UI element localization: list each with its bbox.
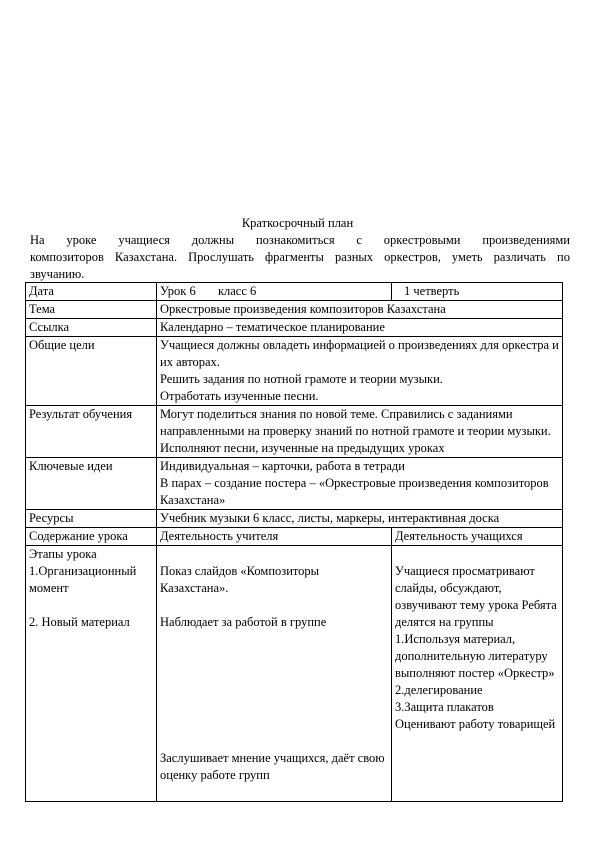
table-row bbox=[26, 301, 563, 319]
row-label: Ресурсы bbox=[26, 510, 157, 528]
intro-paragraph bbox=[30, 232, 570, 283]
goal-text: Учащиеся должны овладеть информацией о произведениях для оркестра и их авторах. bbox=[160, 338, 559, 369]
page-title: Краткосрочный план bbox=[241, 216, 354, 230]
table-row bbox=[26, 337, 563, 406]
stage-text: 1.Организационный момент bbox=[29, 564, 137, 595]
table-row bbox=[26, 319, 563, 337]
row-value bbox=[157, 406, 563, 458]
lesson-number: Урок 6 bbox=[160, 284, 196, 298]
lesson-stages-cell bbox=[26, 546, 157, 802]
goal-text: Решить задания по нотной грамоте и теории музыки. bbox=[160, 372, 443, 386]
row-label: Ссылка bbox=[26, 319, 157, 337]
result-text: Исполняют песни, изученные на предыдущих уроках bbox=[160, 441, 445, 455]
student-text: 1.Используя материал, дополнительную литературу выполняют постер «Оркестр» bbox=[395, 632, 555, 680]
quarter: 1 четверть bbox=[392, 283, 563, 301]
lesson-plan-table bbox=[25, 282, 563, 802]
key-idea-text: Индивидуальная – карточки, работа в тетради bbox=[160, 459, 405, 473]
student-text: Учащиеся просматривают слайды, обсуждают, озвучивают тему урока Ребята делятся на группы bbox=[395, 564, 557, 629]
teacher-text: Заслушивает мнение учащихся, даёт свою оценку работе групп bbox=[160, 751, 385, 782]
row-label: Ключевые идеи bbox=[26, 458, 157, 510]
row-label: Результат обучения bbox=[26, 406, 157, 458]
lesson-grade-cell bbox=[157, 283, 392, 301]
row-label: Общие цели bbox=[26, 337, 157, 406]
row-value: Календарно – тематическое планирование bbox=[157, 319, 563, 337]
result-text: Могут поделиться знания по новой теме. Справились с заданиями направленными на проверку знаний по нотной грамоте и теории музыки. bbox=[160, 407, 551, 438]
intro-line: композиторов Казахстана. Прослушать фрагменты разных оркестров, уметь различать по bbox=[30, 250, 570, 264]
table-header-row bbox=[26, 528, 563, 546]
teacher-text: Показ слайдов «Композиторы Казахстана». bbox=[160, 564, 320, 595]
date-label: Дата bbox=[26, 283, 157, 301]
stage-text: 2. Новый материал bbox=[29, 615, 130, 629]
table-row bbox=[26, 510, 563, 528]
row-value: Учебник музыки 6 класс, листы, маркеры, интерактивная доска bbox=[157, 510, 563, 528]
stage-text: Этапы урока bbox=[29, 547, 97, 561]
student-text: 2.делегирование bbox=[395, 683, 483, 697]
row-value bbox=[157, 337, 563, 406]
row-label: Тема bbox=[26, 301, 157, 319]
intro-line: звучанию. bbox=[30, 267, 85, 281]
teacher-text: Наблюдает за работой в группе bbox=[160, 615, 327, 629]
column-header: Деятельность учителя bbox=[157, 528, 392, 546]
column-header: Деятельность учащихся bbox=[392, 528, 563, 546]
grade: класс 6 bbox=[217, 284, 257, 298]
student-text: Оценивают работу товарищей bbox=[395, 717, 556, 731]
student-text: 3.Защита плакатов bbox=[395, 700, 494, 714]
goal-text: Отработать изученные песни. bbox=[160, 389, 319, 403]
row-value bbox=[157, 458, 563, 510]
row-value: Оркестровые произведения композиторов Казахстана bbox=[157, 301, 563, 319]
table-row bbox=[26, 283, 563, 301]
column-header: Содержание урока bbox=[26, 528, 157, 546]
student-activity-cell bbox=[392, 546, 563, 802]
teacher-activity-cell bbox=[157, 546, 392, 802]
table-row bbox=[26, 406, 563, 458]
content-row bbox=[26, 546, 563, 802]
intro-line: На уроке учащиеся должны познакомиться с оркестровыми произведениями bbox=[30, 233, 570, 247]
table-row bbox=[26, 458, 563, 510]
key-idea-text: В парах – создание постера – «Оркестровые произведения композиторов Казахстана» bbox=[160, 476, 549, 507]
